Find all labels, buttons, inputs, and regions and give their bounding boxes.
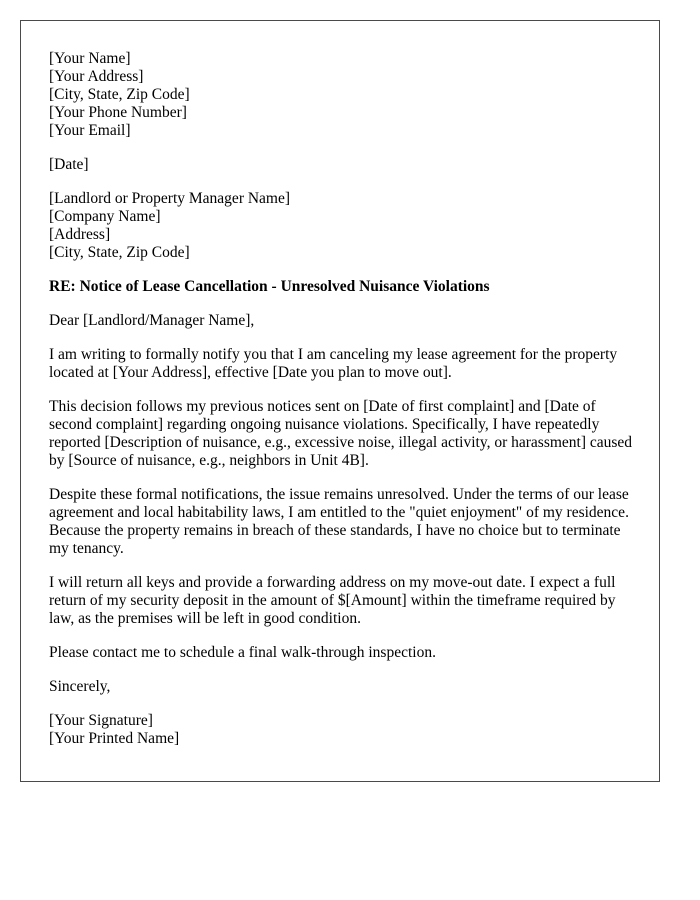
recipient-city-state-zip: [City, State, Zip Code]: [49, 244, 190, 261]
signature-placeholder: [Your Signature]: [49, 712, 153, 729]
body-paragraph-5: Please contact me to schedule a final walk-through inspection.: [49, 644, 436, 661]
signature-block: [49, 712, 631, 748]
body-paragraph-3: Despite these formal notifications, the issue remains unresolved. Under the terms of our lease agreement and local habitability laws, I am entitled to the "quiet enjoyment" of my residence. Because the property remains in breach of these standards, I have no choice but to terminate my tenancy.: [49, 486, 629, 557]
body-paragraph-1: I am writing to formally notify you that I am canceling my lease agreement for the property located at [Your Address], effective [Date you plan to move out].: [49, 346, 618, 381]
printed-name: [Your Printed Name]: [49, 730, 180, 747]
recipient-address: [Address]: [49, 226, 111, 243]
sender-phone: [Your Phone Number]: [49, 104, 187, 121]
closing: Sincerely,: [49, 678, 111, 695]
sender-name: [Your Name]: [49, 50, 131, 67]
body-paragraph-4: I will return all keys and provide a forwarding address on my move-out date. I expect a full return of my security deposit in the amount of $[Amount] within the timeframe required by law, as the premises will be left in good condition.: [49, 574, 616, 627]
recipient-name: [Landlord or Property Manager Name]: [49, 190, 291, 207]
salutation: Dear [Landlord/Manager Name],: [49, 312, 255, 329]
date-block: [49, 156, 631, 174]
sender-address: [Your Address]: [49, 68, 144, 85]
letter-date: [Date]: [49, 156, 89, 173]
recipient-company: [Company Name]: [49, 208, 161, 225]
sender-city-state-zip: [City, State, Zip Code]: [49, 86, 190, 103]
subject-line: RE: Notice of Lease Cancellation - Unresolved Nuisance Violations: [49, 278, 490, 295]
sender-block: [49, 50, 631, 140]
sender-email: [Your Email]: [49, 122, 131, 139]
body-paragraph-2: This decision follows my previous notices sent on [Date of first complaint] and [Date of second complaint] regarding ongoing nuisance violations. Specifically, I have repeatedly reported [Description of nuisance, e.g., excessive noise, illegal activity, or harassment] caused by [Source of nuisance, e.g., neighbors in Unit 4B].: [49, 398, 633, 469]
recipient-block: [49, 190, 631, 262]
letter-document: [20, 20, 660, 782]
